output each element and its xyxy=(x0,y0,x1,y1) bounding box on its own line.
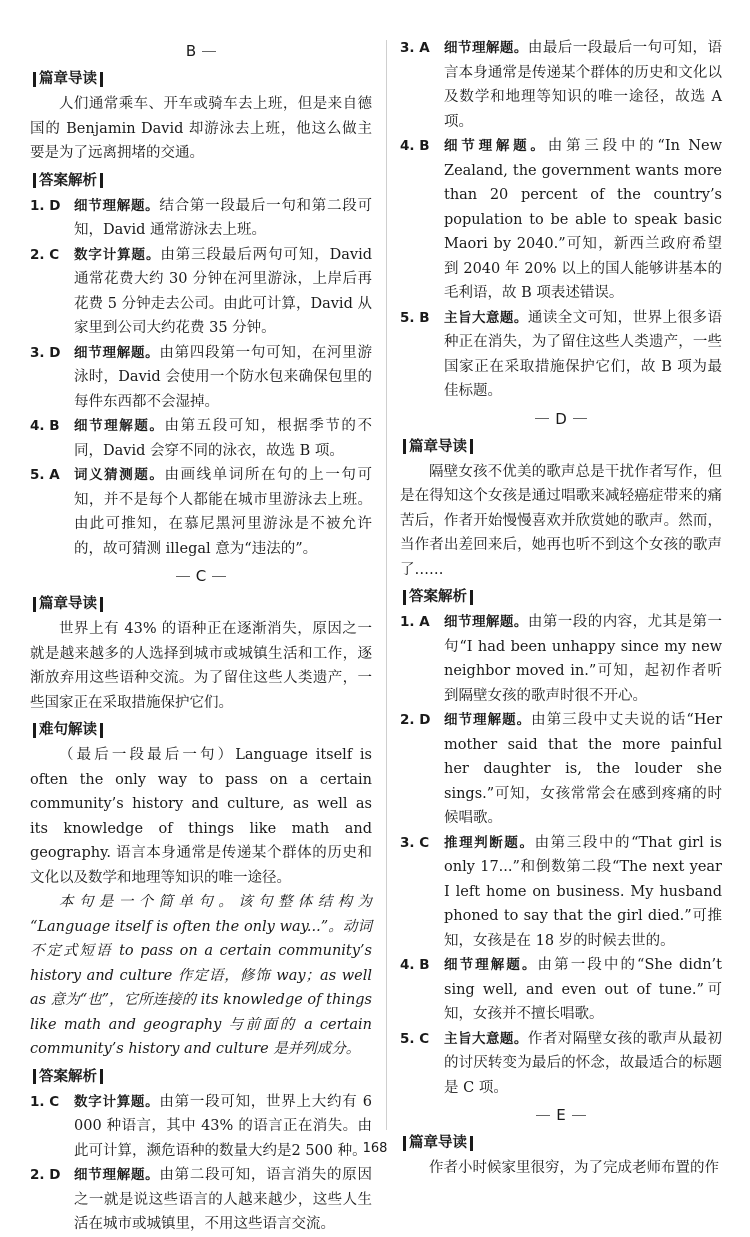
c-answer-5: 5. B 主旨大意题。通读全文可知，世界上很多语种正在消失，为了留住这些人类遗产，一些国家正在采取措施保护它们，故 B 项为最佳标题。 xyxy=(400,309,723,399)
section-dash xyxy=(202,51,216,52)
b-guide-header: 篇章导读 xyxy=(30,67,372,91)
section-e-heading xyxy=(400,1102,722,1128)
left-column xyxy=(30,36,372,1237)
d-answers-header: 答案解析 xyxy=(400,585,722,609)
section-dash xyxy=(573,418,587,419)
b-guide-text: 人们通常乘车、开车或骑车去上班，但是来自德国的 Benjamin David 却游泳去上班，他这么做主要是为了远离拥堵的交通。 xyxy=(30,96,372,161)
d-answer-5: 5. C 主旨大意题。作者对隔壁女孩的歌声从最初的讨厌转变为最后的怀念，故最适合的标题是 C 项。 xyxy=(400,1030,723,1096)
d-guide-header: 篇章导读 xyxy=(400,435,722,459)
section-b-letter: B xyxy=(185,42,197,60)
section-dash xyxy=(535,418,549,419)
section-d-letter: D xyxy=(555,409,567,428)
section-dash xyxy=(212,576,226,577)
section-dash xyxy=(536,1115,550,1116)
c-answer-1: 1. C 数字计算题。由第一段可知，世界上大约有 6 000 种语言，其中 43% 的语言正在消失。由此可计算，濒危语种的数量大约是2 500 种。 xyxy=(30,1093,372,1159)
right-column xyxy=(400,36,722,1181)
b-answer-1: 1. D 细节理解题。结合第一段最后一句和第二段可知，David 通常游泳去上班。 xyxy=(30,197,372,238)
section-e-letter: E xyxy=(556,1106,566,1124)
c-guide-header: 篇章导读 xyxy=(30,592,372,616)
section-c-letter: C xyxy=(195,567,207,585)
b-answers-header: 答案解析 xyxy=(30,169,372,193)
c-difficult-header: 难句解读 xyxy=(30,718,372,742)
column-divider xyxy=(386,40,387,1130)
c-answer-3: 3. A 细节理解题。由最后一段最后一句可知，语言本身通常是传递某个群体的历史和文化以及数学和地理等知识的唯一途径，故选 A 项。 xyxy=(400,40,723,130)
section-dash xyxy=(176,576,190,577)
d-answer-3: 3. C 推理判断题。由第三段中的“That girl is only 17...”和倒数第二段“The next year I left home on business. My husband phoned to say that the girl died.”可推知，女孩是在 18 岁的时候去世的。 xyxy=(400,834,722,949)
section-d-heading xyxy=(400,406,722,432)
b-answer-5: 5. A 词义猜测题。由画线单词所在句的上一句可知，并不是每个人都能在城市里游泳去上班。由此可推知，在慕尼黑河里游泳是不被允许的，故可猜测 illegal 意为“违法的”。 xyxy=(30,467,372,557)
c-difficult-note: 本句是一个简单句。该句整体结构为 “Language itself is often the only way...”。动词不定式短语 to pass on a certain community’s history and culture 作定语，修饰 way；as well as 意为“也”，它所连接的 its knowledge of things like math and geography 与前面的 a certain community’s history and culture 是并列成分。 xyxy=(30,894,372,1057)
d-answer-1: 1. A 细节理解题。由第一段的内容，尤其是第一句“I had been unhappy since my new neighbor moved in.”可知，起初作者听到隔壁女孩的歌声时很不开心。 xyxy=(400,614,723,704)
c-difficult-sentence: （最后一段最后一句）Language itself is often the only way to pass on a certain community’s history and culture, as well as its knowledge of things like math and geography. 语言本身通常是传递某个群体的历史和文化以及数学和地理等知识的唯一途径。 xyxy=(30,747,372,886)
section-b-heading xyxy=(30,38,372,64)
d-guide-text: 隔壁女孩不优美的歌声总是干扰作者写作，但是在得知这个女孩是通过唱歌来减轻癌症带来的痛苦后，作者开始慢慢喜欢并欣赏她的歌声。然而，当作者出差回来后，她再也听不到这个女孩的歌声了…… xyxy=(400,463,722,578)
c-answers-header: 答案解析 xyxy=(30,1065,372,1089)
b-answer-2: 2. C 数字计算题。由第三段最后两句可知，David 通常花费大约 30 分钟在河里游泳，上岸后再花费 5 分钟走去公司。由此可计算，David 从家里到公司大约花费 35 分钟。 xyxy=(30,246,373,336)
c-answer-2-start: 2. D 细节理解题。由第二段可知，语言消失的原因之一就是说这些语言的人越来越少，这些人生活在城市或城镇里，不用这些语言交流。 xyxy=(30,1167,372,1232)
e-guide-header: 篇章导读 xyxy=(400,1131,722,1155)
c-answer-4: 4. B 细节理解题。由第三段中的“In New Zealand, the government wants more than 20 percent of the country’s population to be able to speak basic Maori by 2040.”可知，新西兰政府希望到 2040 年 20% 以上的国人能够讲基本的毛利语，故 B 项表述错误。 xyxy=(400,138,722,301)
b-answer-4: 4. B 细节理解题。由第五段可知，根据季节的不同，David 会穿不同的泳衣，故选 B 项。 xyxy=(30,418,372,459)
section-c-heading xyxy=(30,563,372,589)
section-dash xyxy=(572,1115,586,1116)
e-guide-text: 作者小时候家里很穷，为了完成老师布置的作 xyxy=(429,1160,719,1176)
d-answer-2: 2. D 细节理解题。由第三段中丈夫说的话“Her mother said that the more painful her daughter is, the louder she sings.”可知，女孩常常会在感到疼痛的时候唱歌。 xyxy=(400,712,723,826)
d-answer-4: 4. B 细节理解题。由第一段中的“She didn’t sing well, and even out of tune.”可知，女孩并不擅长唱歌。 xyxy=(400,957,722,1022)
page-number: 168 xyxy=(362,1141,388,1156)
b-answer-3: 3. D 细节理解题。由第四段第一句可知，在河里游泳时，David 会使用一个防水包来确保包里的每件东西都不会湿掉。 xyxy=(30,344,372,410)
c-guide-text: 世界上有 43% 的语种正在逐渐消失，原因之一就是越来越多的人选择到城市或城镇生活和工作，逐渐放弃用这些语种交流。为了留住这些人类遗产，一些国家正在采取措施保护它们。 xyxy=(30,621,372,711)
